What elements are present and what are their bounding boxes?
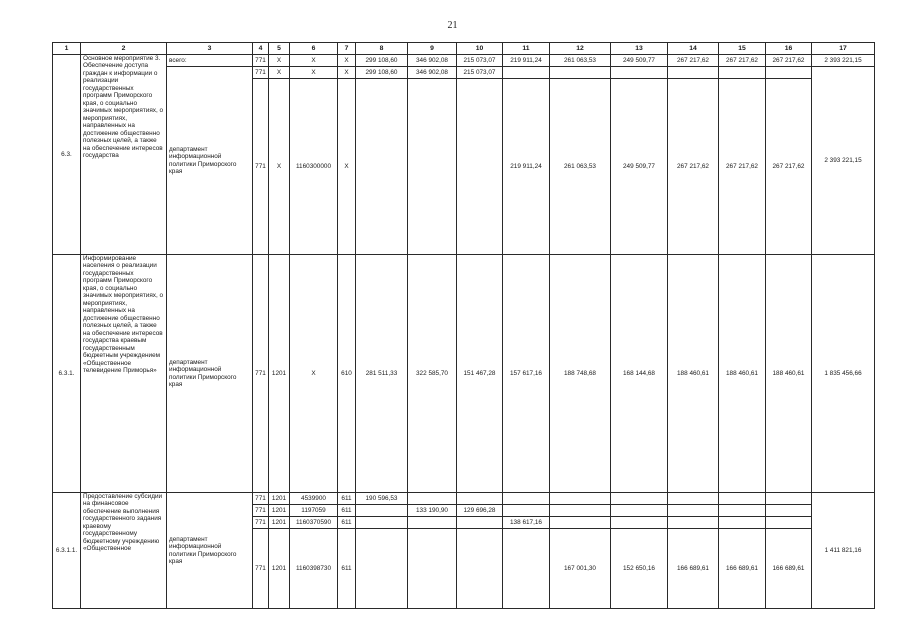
- table-cell: [668, 517, 719, 529]
- table-cell: 267 217,62: [668, 79, 719, 255]
- table-cell: 771: [253, 79, 269, 255]
- table-cell: [766, 493, 812, 505]
- table-cell: 267 217,62: [766, 79, 812, 255]
- table-cell: 188 460,61: [766, 255, 812, 493]
- table-cell: X: [290, 67, 338, 79]
- table-cell: 1201: [269, 505, 290, 517]
- table-cell: [356, 517, 408, 529]
- row-number: 6.3.1.1.: [53, 493, 81, 609]
- table-cell: X: [338, 79, 356, 255]
- table-cell: [766, 517, 812, 529]
- table-cell: 771: [253, 529, 269, 609]
- table-cell: [668, 67, 719, 79]
- table-row: [53, 255, 875, 493]
- column-header: 5: [269, 43, 290, 55]
- table-cell: 151 467,28: [457, 255, 503, 493]
- table-cell: 261 063,53: [550, 55, 611, 67]
- column-header-row: [53, 43, 875, 55]
- activity-description: Информирование населения о реализации государственных программ Приморского края, о социально значимых мероприятиях, о мероприятиях, направленных на достижение общественно полезных целей, а также на обеспечение интересов государства краевым государственным бюджетным учреждением «Общественное телевидение Приморья»: [81, 255, 167, 493]
- table-cell: 166 689,61: [668, 529, 719, 609]
- table-cell: X: [269, 79, 290, 255]
- responsible-department: департамент информационной политики Приморского края: [167, 493, 253, 609]
- table-cell: [719, 505, 766, 517]
- table-cell: 249 509,77: [611, 79, 668, 255]
- column-header: 15: [719, 43, 766, 55]
- table-cell: 167 001,30: [550, 529, 611, 609]
- table-cell: 219 911,24: [503, 79, 550, 255]
- table-row: [53, 67, 875, 79]
- table-cell: 322 585,70: [408, 255, 457, 493]
- table-cell: 771: [253, 67, 269, 79]
- table-cell: 138 617,16: [503, 517, 550, 529]
- column-header: 9: [408, 43, 457, 55]
- table-cell: [668, 493, 719, 505]
- column-header: 7: [338, 43, 356, 55]
- table-cell: 771: [253, 493, 269, 505]
- row-total: 1 835 456,66: [812, 255, 875, 493]
- table-cell: 346 902,08: [408, 55, 457, 67]
- table-cell: 188 748,68: [550, 255, 611, 493]
- row-number: 6.3.: [53, 55, 81, 255]
- column-header: 11: [503, 43, 550, 55]
- table-cell: 249 509,77: [611, 55, 668, 67]
- table-cell: X: [269, 55, 290, 67]
- table-cell: 215 073,07: [457, 67, 503, 79]
- table-cell: 1201: [269, 255, 290, 493]
- column-header: 4: [253, 43, 269, 55]
- page-number: 21: [447, 20, 458, 31]
- table-cell: 611: [338, 493, 356, 505]
- table-cell: [550, 493, 611, 505]
- table-cell: [408, 529, 457, 609]
- table-cell: [550, 67, 611, 79]
- table-cell: [356, 505, 408, 517]
- table-cell: 267 217,62: [766, 55, 812, 67]
- table-cell: 611: [338, 505, 356, 517]
- table-cell: [719, 67, 766, 79]
- table-cell: 610: [338, 255, 356, 493]
- table-row: [53, 493, 875, 505]
- table-cell: 133 190,90: [408, 505, 457, 517]
- table-cell: 1160300000: [290, 79, 338, 255]
- table-cell: 1201: [269, 529, 290, 609]
- table-cell: [611, 517, 668, 529]
- table-cell: [356, 79, 408, 255]
- table-cell: 219 911,24: [503, 55, 550, 67]
- table-cell: [719, 517, 766, 529]
- total-label: всего:: [167, 55, 253, 67]
- row-total: 2 393 221,15: [812, 67, 875, 255]
- table-cell: 1160370590: [290, 517, 338, 529]
- table-cell: 267 217,62: [668, 55, 719, 67]
- table-cell: [668, 505, 719, 517]
- table-cell: [611, 67, 668, 79]
- table-cell: 215 073,07: [457, 55, 503, 67]
- table-cell: 771: [253, 55, 269, 67]
- table-cell: [611, 493, 668, 505]
- table-cell: X: [290, 55, 338, 67]
- table-cell: 299 108,60: [356, 55, 408, 67]
- table-row: [53, 55, 875, 67]
- table-cell: 281 511,33: [356, 255, 408, 493]
- table-cell: 1160398730: [290, 529, 338, 609]
- column-header: 12: [550, 43, 611, 55]
- table-cell: X: [338, 67, 356, 79]
- table-cell: [408, 79, 457, 255]
- column-header: 3: [167, 43, 253, 55]
- row-number: 6.3.1.: [53, 255, 81, 493]
- table-cell: 129 696,28: [457, 505, 503, 517]
- column-header: 6: [290, 43, 338, 55]
- table-cell: 611: [338, 529, 356, 609]
- table-cell: 771: [253, 255, 269, 493]
- table-cell: [457, 529, 503, 609]
- table-cell: 190 596,53: [356, 493, 408, 505]
- table-cell: [457, 79, 503, 255]
- table-cell: 1201: [269, 517, 290, 529]
- table-cell: 346 902,08: [408, 67, 457, 79]
- table-cell: 152 650,16: [611, 529, 668, 609]
- activity-description: Основное мероприятие 3. Обеспечение доступа граждан к информации о реализации государственных программ Приморского края, о социально значимых мероприятиях, о мероприятиях, направленных на достижение общественно полезных целей, а также на обеспечение интересов государства: [81, 55, 167, 255]
- column-header: 13: [611, 43, 668, 55]
- table-cell: [457, 493, 503, 505]
- table-cell: 166 689,61: [766, 529, 812, 609]
- column-header: 17: [812, 43, 875, 55]
- table-cell: 611: [338, 517, 356, 529]
- table-cell: 166 689,61: [719, 529, 766, 609]
- column-header: 14: [668, 43, 719, 55]
- table-cell: X: [338, 55, 356, 67]
- table-cell: 188 460,61: [719, 255, 766, 493]
- table-cell: [719, 493, 766, 505]
- table-cell: 267 217,62: [719, 55, 766, 67]
- table-cell: [503, 493, 550, 505]
- table-cell: [408, 493, 457, 505]
- responsible-department: департамент информационной политики Приморского края: [167, 67, 253, 255]
- table-cell: [503, 529, 550, 609]
- column-header: 16: [766, 43, 812, 55]
- table-cell: 168 144,68: [611, 255, 668, 493]
- column-header: 8: [356, 43, 408, 55]
- table-cell: 771: [253, 517, 269, 529]
- column-header: 1: [53, 43, 81, 55]
- table-cell: [766, 67, 812, 79]
- table-cell: [766, 505, 812, 517]
- table-cell: X: [269, 67, 290, 79]
- table-cell: 1197059: [290, 505, 338, 517]
- table-cell: 188 460,61: [668, 255, 719, 493]
- table-cell: [503, 67, 550, 79]
- table-cell: 4539900: [290, 493, 338, 505]
- table-cell: X: [290, 255, 338, 493]
- table-cell: [550, 517, 611, 529]
- row-total: 1 411 821,16: [812, 493, 875, 609]
- activity-description: Предоставление субсидии на финансовое обеспечение выполнения государственного задания краевому государственному бюджетному учреждению «Общественное: [81, 493, 167, 609]
- table-cell: [611, 505, 668, 517]
- column-header: 10: [457, 43, 503, 55]
- program-table: [52, 42, 875, 609]
- table-cell: [408, 517, 457, 529]
- table-cell: [550, 505, 611, 517]
- table-cell: 157 617,16: [503, 255, 550, 493]
- table-cell: 1201: [269, 493, 290, 505]
- table-cell: [503, 505, 550, 517]
- table-cell: [457, 517, 503, 529]
- table-cell: 771: [253, 505, 269, 517]
- row-total: 2 393 221,15: [812, 55, 875, 67]
- responsible-department: департамент информационной политики Приморского края: [167, 255, 253, 493]
- table-cell: 299 108,60: [356, 67, 408, 79]
- table-cell: [356, 529, 408, 609]
- column-header: 2: [81, 43, 167, 55]
- table-cell: 261 063,53: [550, 79, 611, 255]
- table-cell: 267 217,62: [719, 79, 766, 255]
